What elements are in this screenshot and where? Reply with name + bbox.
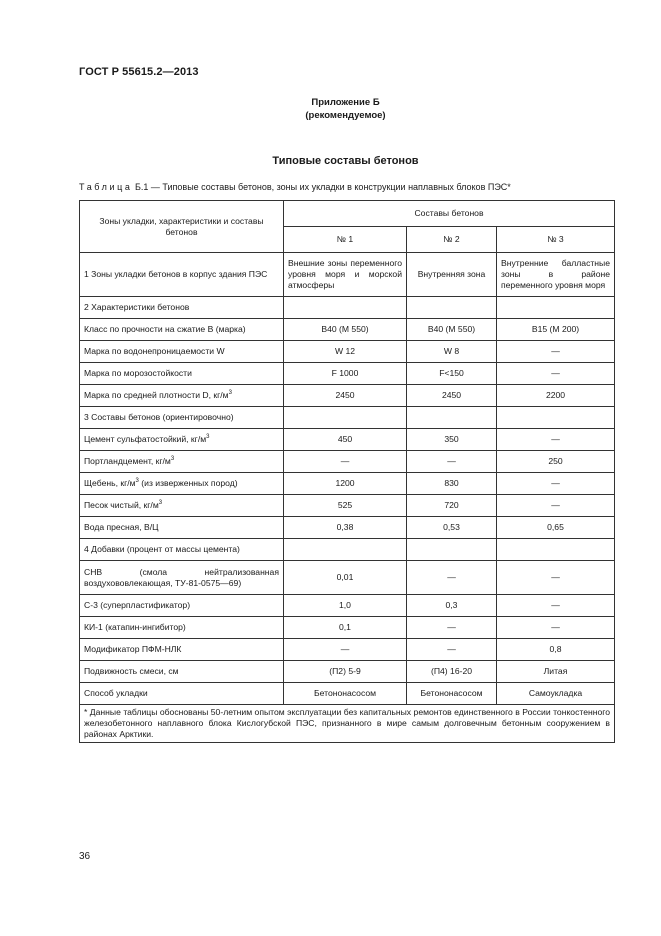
row-label-text: 4 Добавки (процент от массы цемента): [84, 544, 240, 554]
table-row: [80, 363, 615, 385]
cell-composition-2: 350: [407, 429, 497, 451]
cell-composition-2: W 8: [407, 341, 497, 363]
table-row: [80, 341, 615, 363]
row-label: [80, 407, 284, 429]
row-label: [80, 319, 284, 341]
col-header-1: № 1: [284, 227, 407, 253]
col-header-2: № 2: [407, 227, 497, 253]
cell-composition-2: —: [407, 451, 497, 473]
cell-composition-2: В40 (М 550): [407, 319, 497, 341]
table-row: [80, 429, 615, 451]
row-label-text: Класс по прочности на сжатие В (марка): [84, 324, 246, 334]
col-header-3: № 3: [497, 227, 615, 253]
cell-composition-1: [284, 407, 407, 429]
cell-composition-1: [284, 297, 407, 319]
cell-composition-2: [407, 539, 497, 561]
cell-composition-1: —: [284, 451, 407, 473]
row-label-text: Подвижность смеси, см: [84, 666, 179, 676]
cell-composition-2: —: [407, 617, 497, 639]
table-footnote-row: [80, 705, 615, 743]
table-row: [80, 451, 615, 473]
table-row: [80, 407, 615, 429]
table-footnote: * Данные таблицы обоснованы 50-летним опытом эксплуатации без капитальных ремонтов единственного в России тонкостенного железобетонного наплавного блока Кислогубской ПЭС, признанного в мире самым долговечным бетонным сооружением в районах Арктики.: [80, 705, 615, 743]
cell-composition-2: [407, 297, 497, 319]
row-label-text: Портландцемент, кг/м: [84, 456, 171, 466]
table-row: [80, 517, 615, 539]
unit-superscript: 3: [135, 478, 139, 484]
cell-composition-1: 2450: [284, 385, 407, 407]
unit-superscript: 3: [158, 500, 163, 506]
row-label: [80, 429, 284, 451]
table-header-row: [80, 201, 615, 227]
table-row: [80, 385, 615, 407]
annex-title: Приложение Б: [311, 97, 380, 108]
table-row: [80, 319, 615, 341]
cell-composition-3: [497, 297, 615, 319]
cell-composition-1: (П2) 5-9: [284, 661, 407, 683]
cell-composition-1: Бетононасосом: [284, 683, 407, 705]
cell-composition-3: 0,8: [497, 639, 615, 661]
cell-composition-3: —: [497, 363, 615, 385]
cell-composition-3: 0,65: [497, 517, 615, 539]
cell-composition-2: 0,53: [407, 517, 497, 539]
cell-composition-1: 1,0: [284, 595, 407, 617]
row-label-tail: (из изверженных пород): [138, 478, 238, 488]
cell-composition-2: Внутренняя зона: [407, 253, 497, 297]
row-label: [80, 517, 284, 539]
cell-composition-1: W 12: [284, 341, 407, 363]
page-number: 36: [79, 851, 91, 862]
table-row: [80, 683, 615, 705]
cell-composition-2: Бетононасосом: [407, 683, 497, 705]
standard-number: ГОСТ Р 55615.2—2013: [79, 66, 199, 78]
row-label: [80, 297, 284, 319]
row-label-text: СНВ (смола нейтрализованная воздухововлекающая, ТУ-81-0575—69): [84, 566, 279, 588]
row-label: [80, 683, 284, 705]
row-label: [80, 639, 284, 661]
cell-composition-1: 1200: [284, 473, 407, 495]
cell-composition-1: [284, 539, 407, 561]
cell-composition-1: 525: [284, 495, 407, 517]
row-label: [80, 253, 284, 297]
row-label-text: Марка по средней плотности D, кг/м: [84, 390, 229, 400]
cell-composition-3: 250: [497, 451, 615, 473]
unit-superscript: 3: [228, 390, 232, 396]
group-header: Составы бетонов: [284, 201, 615, 227]
cell-composition-1: 450: [284, 429, 407, 451]
row-label: [80, 539, 284, 561]
cell-composition-1: В40 (М 550): [284, 319, 407, 341]
section-title: Типовые составы бетонов: [272, 155, 419, 167]
row-label-text: Марка по водонепроницаемости W: [84, 346, 225, 356]
table-row: [80, 473, 615, 495]
table-row: [80, 661, 615, 683]
row-label-text: 1 Зоны укладки бетонов в корпус здания ПЭС: [84, 269, 268, 279]
table-row: [80, 561, 615, 595]
cell-composition-2: 830: [407, 473, 497, 495]
table-row: [80, 639, 615, 661]
cell-composition-3: В15 (М 200): [497, 319, 615, 341]
table-row: [80, 595, 615, 617]
cell-composition-3: —: [497, 617, 615, 639]
table-row: [80, 539, 615, 561]
row-label: [80, 561, 284, 595]
row-label: [80, 451, 284, 473]
cell-composition-2: 0,3: [407, 595, 497, 617]
row-label-text: Вода пресная, В/Ц: [84, 522, 159, 532]
cell-composition-2: 720: [407, 495, 497, 517]
row-label-text: Модификатор ПФМ-НЛК: [84, 644, 182, 654]
cell-composition-2: —: [407, 639, 497, 661]
cell-composition-3: —: [497, 561, 615, 595]
cell-composition-1: 0,01: [284, 561, 407, 595]
row-label: [80, 363, 284, 385]
cell-composition-1: F 1000: [284, 363, 407, 385]
cell-composition-3: Внутренние балластные зоны в районе переменного уровня моря: [497, 253, 615, 297]
cell-composition-1: 0,38: [284, 517, 407, 539]
row-label: [80, 473, 284, 495]
row-label: [80, 617, 284, 639]
row-label: [80, 495, 284, 517]
row-label: [80, 385, 284, 407]
cell-composition-2: (П4) 16-20: [407, 661, 497, 683]
cell-composition-3: [497, 407, 615, 429]
unit-superscript: 3: [206, 434, 210, 440]
cell-composition-3: —: [497, 595, 615, 617]
table-row: [80, 495, 615, 517]
cell-composition-2: —: [407, 561, 497, 595]
row-label-text: Щебень, кг/м: [84, 478, 136, 488]
row-label-text: 3 Составы бетонов (ориентировочно): [84, 412, 234, 422]
table-caption: [79, 182, 511, 192]
table-caption-text: Б.1 — Типовые составы бетонов, зоны их укладки в конструкции наплавных блоков ПЭС*: [132, 182, 511, 192]
cell-composition-3: Самоукладка: [497, 683, 615, 705]
cell-composition-3: —: [497, 429, 615, 451]
annex-status: (рекомендуемое): [305, 110, 386, 121]
cell-composition-3: —: [497, 495, 615, 517]
row-label: [80, 661, 284, 683]
cell-composition-2: [407, 407, 497, 429]
table-caption-word: Таблица: [79, 182, 133, 192]
row-label-text: Песок чистый, кг/м: [84, 500, 159, 510]
cell-composition-2: F<150: [407, 363, 497, 385]
row-label: [80, 595, 284, 617]
cell-composition-3: [497, 539, 615, 561]
cell-composition-3: Литая: [497, 661, 615, 683]
row-label-text: С-3 (суперпластификатор): [84, 600, 191, 610]
cell-composition-3: 2200: [497, 385, 615, 407]
col0-header: Зоны укладки, характеристики и составы бетонов: [80, 201, 284, 253]
cell-composition-1: —: [284, 639, 407, 661]
table-row: [80, 617, 615, 639]
row-label: [80, 341, 284, 363]
cell-composition-1: Внешние зоны переменного уровня моря и морской атмосферы: [284, 253, 407, 297]
row-label-text: Способ укладки: [84, 688, 148, 698]
cell-composition-1: 0,1: [284, 617, 407, 639]
table-row: [80, 253, 615, 297]
row-label-text: КИ-1 (катапин-ингибитор): [84, 622, 186, 632]
unit-superscript: 3: [170, 456, 175, 462]
cell-composition-3: —: [497, 473, 615, 495]
cell-composition-3: —: [497, 341, 615, 363]
row-label-text: Марка по морозостойкости: [84, 368, 192, 378]
row-label-text: Цемент сульфатостойкий, кг/м: [84, 434, 207, 444]
cell-composition-2: 2450: [407, 385, 497, 407]
table-row: [80, 297, 615, 319]
row-label-text: 2 Характеристики бетонов: [84, 302, 190, 312]
concrete-compositions-table: [79, 200, 615, 743]
